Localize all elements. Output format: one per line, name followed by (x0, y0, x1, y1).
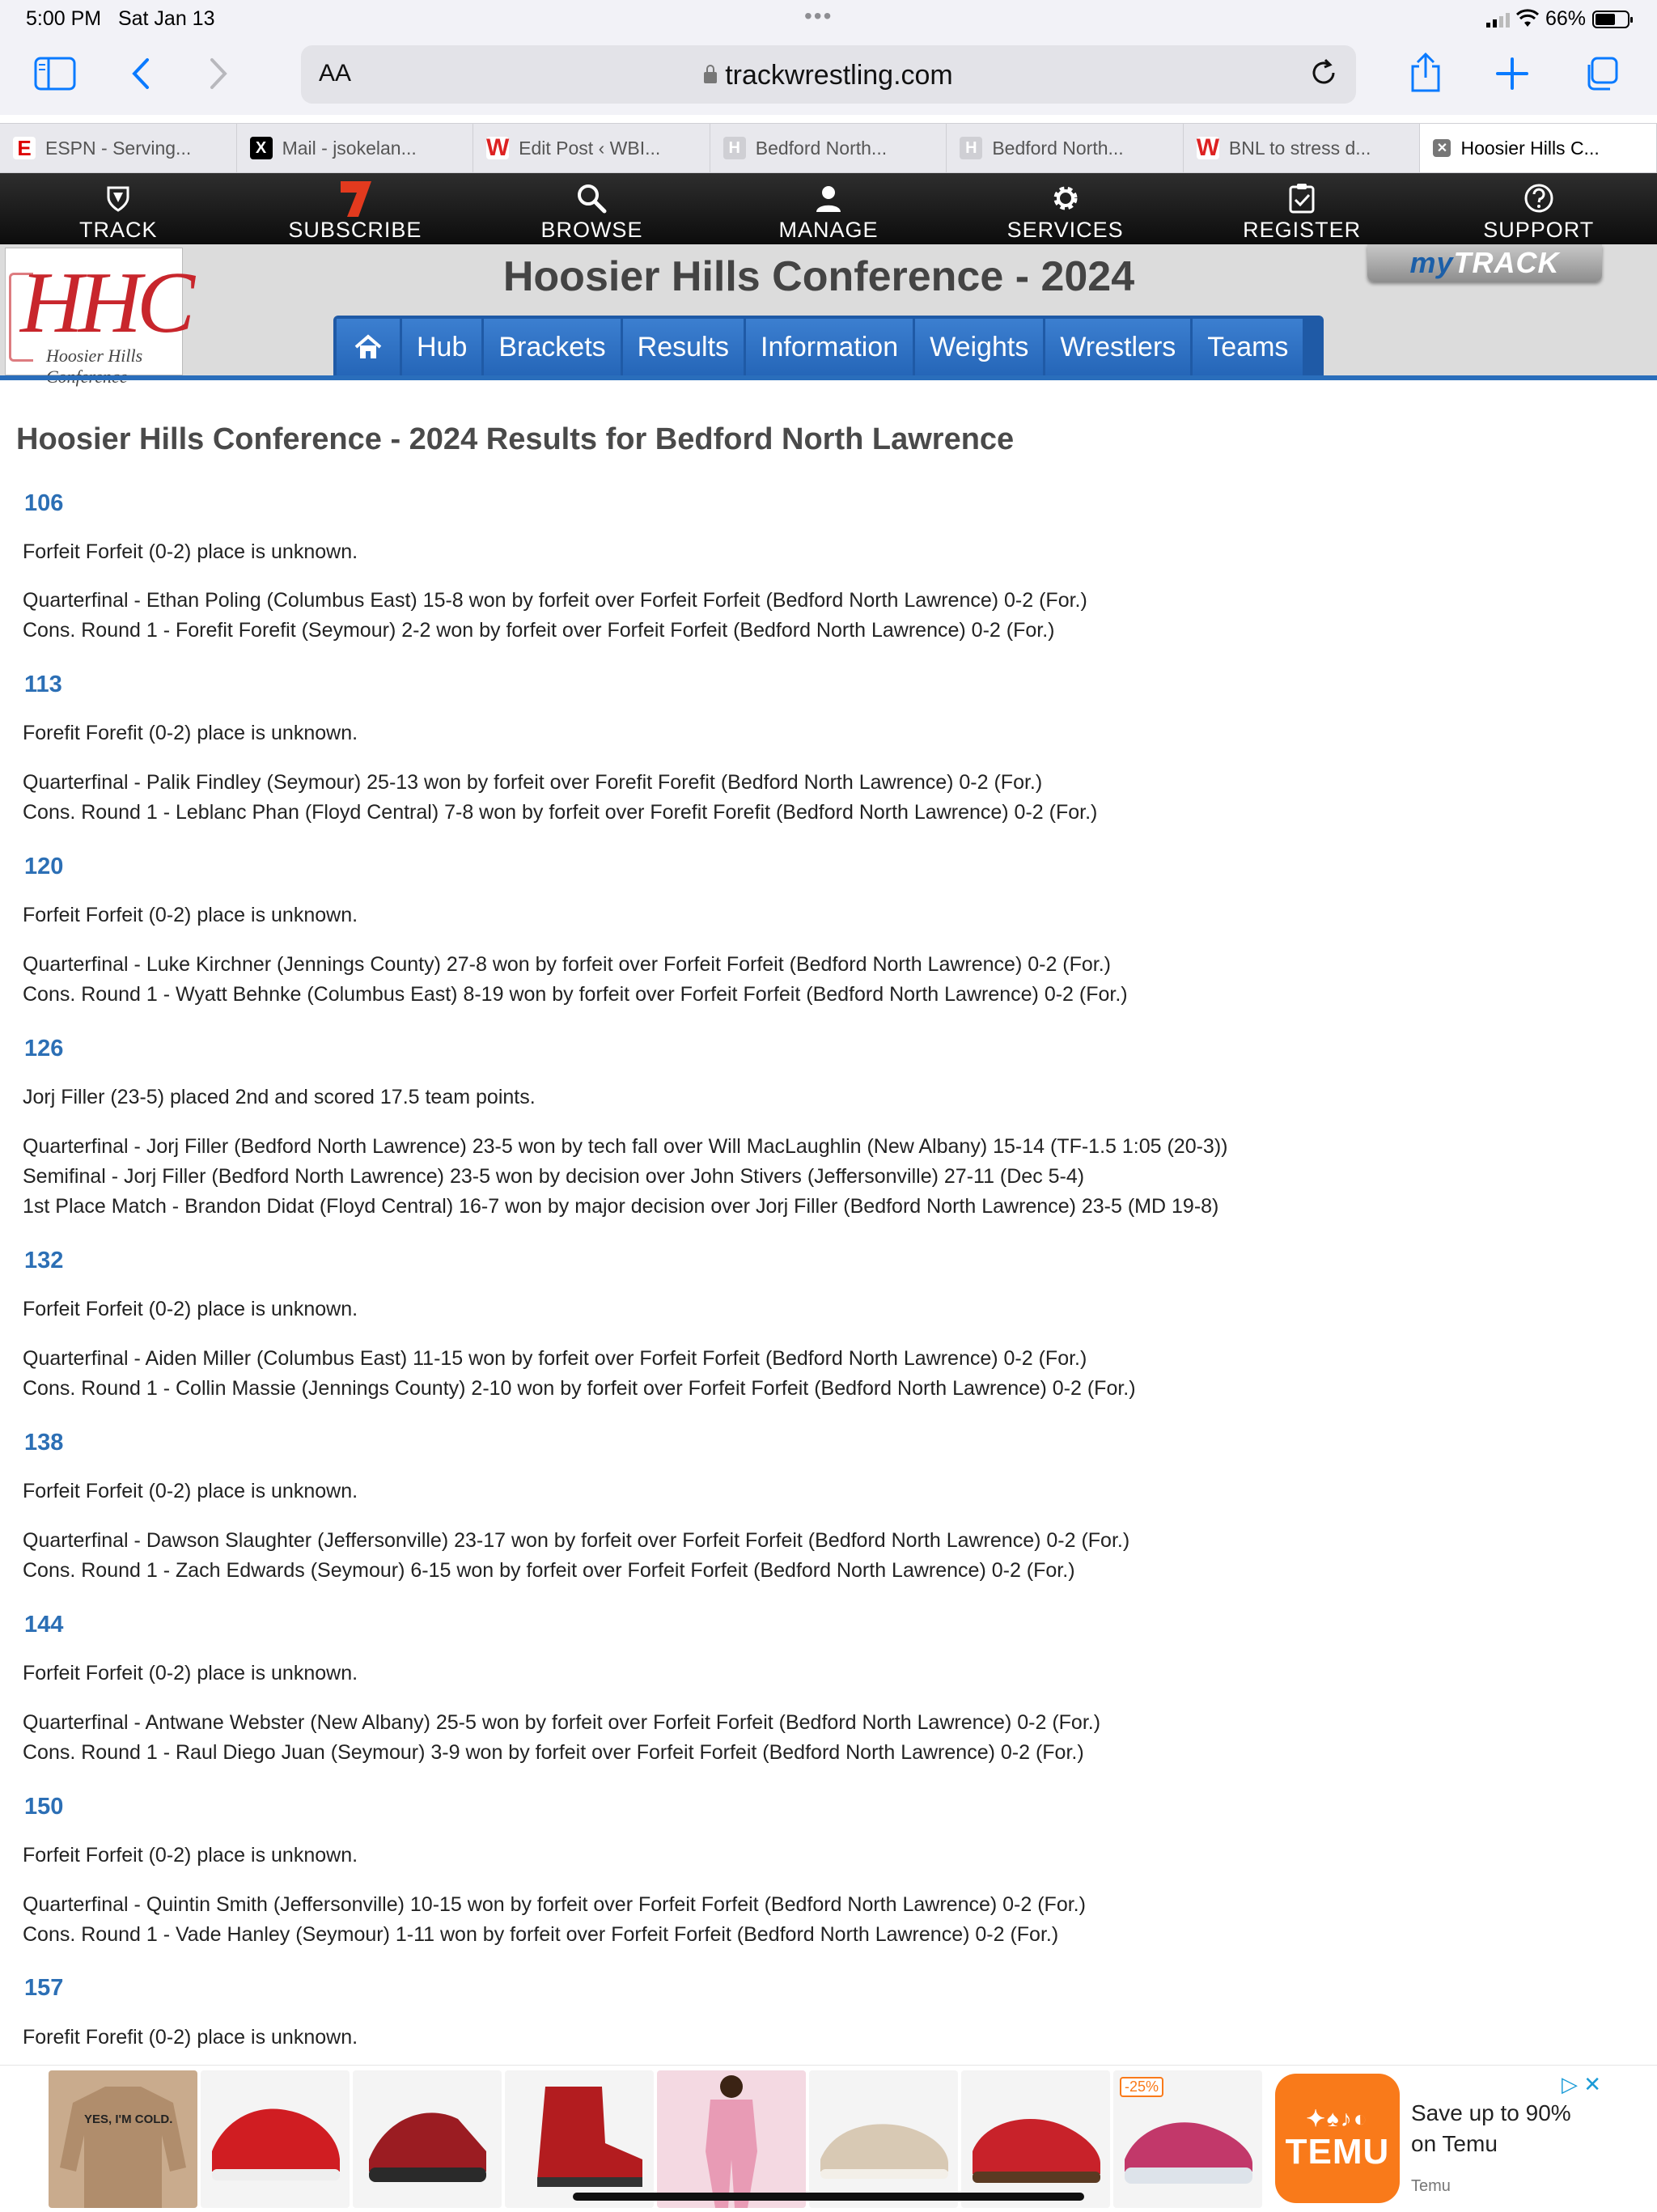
clipboard-check-icon (1288, 179, 1316, 218)
placement-summary: Forefit Forefit (0-2) place is unknown. (23, 722, 358, 744)
placement-summary: Forfeit Forfeit (0-2) place is unknown. (23, 1298, 358, 1320)
menu-wrestlers[interactable]: Wrestlers (1045, 319, 1190, 375)
tab-hoosier-hills[interactable]: ✕ Hoosier Hills C... (1420, 124, 1657, 172)
wifi-icon (1516, 11, 1539, 28)
placement-summary: Jorj Filler (23-5) placed 2nd and scored 17.5 team points. (23, 1086, 536, 1108)
match-result: Cons. Round 1 - Leblanc Phan (Floyd Central) 7-8 won by forfeit over Forefit Forefit (Bedford North Lawrence) 0-2 (For.) (23, 801, 1098, 824)
match-result: Quarterfinal - Antwane Webster (New Albany) 25-5 won by forfeit over Forfeit Forfeit (Bedford North Lawrence) 0-2 (For.) (23, 1711, 1101, 1734)
weight-class-link[interactable]: 106 (24, 490, 64, 516)
placement-summary: Forfeit Forfeit (0-2) place is unknown. (23, 904, 358, 926)
placement-summary: Forfeit Forfeit (0-2) place is unknown. (23, 540, 358, 563)
trackwrestling-nav (0, 173, 1657, 244)
user-icon (814, 179, 843, 218)
url-text[interactable]: trackwrestling.com (301, 60, 1356, 91)
placement-summary: Forfeit Forfeit (0-2) place is unknown. (23, 1844, 358, 1867)
back-icon[interactable] (129, 57, 150, 91)
menu-results[interactable]: Results (623, 319, 744, 375)
event-header (0, 244, 1657, 375)
w-favicon-icon: W (486, 134, 510, 161)
ad-choices-icon[interactable]: ▷ ✕ (1562, 2072, 1602, 2096)
match-result: Quarterfinal - Luke Kirchner (Jennings County) 27-8 won by forfeit over Forfeit Forfeit (Bedford North Lawrence) 0-2 (For.) (23, 953, 1112, 976)
browser-toolbar (0, 39, 1657, 115)
mytrack-button[interactable]: myTRACK (1367, 244, 1602, 282)
sidebar-icon[interactable] (34, 57, 76, 91)
tab-mail[interactable]: X Mail - jsokelan... (237, 124, 474, 172)
status-time: 5:00 PM Sat Jan 13 (26, 7, 215, 30)
new-tab-icon[interactable] (1495, 57, 1529, 91)
close-tab-icon[interactable]: ✕ (1433, 139, 1451, 157)
match-result: Cons. Round 1 - Raul Diego Juan (Seymour) 3-9 won by forfeit over Forfeit Forfeit (Bedford North Lawrence) 0-2 (For.) (23, 1741, 1084, 1764)
ad-product-sweatshirt[interactable]: YES, I'M COLD. (49, 2070, 197, 2208)
weight-class-link[interactable]: 157 (24, 1975, 64, 2001)
question-icon (1524, 179, 1554, 218)
hhc-logo[interactable]: HHC Hoosier Hills (5, 248, 183, 375)
nav-support[interactable]: SUPPORT (1420, 173, 1657, 244)
page-title: Hoosier Hills Conference - 2024 Results for Bedford North Lawrence (16, 422, 1015, 456)
temu-logo[interactable]: ✦♠♪◐ TEMU (1275, 2074, 1400, 2203)
match-result: Cons. Round 1 - Zach Edwards (Seymour) 6-15 won by forfeit over Forfeit Forfeit (Bedford North Lawrence) 0-2 (For.) (23, 1559, 1075, 1582)
weight-class-link[interactable]: 150 (24, 1794, 64, 1820)
placement-summary: Forfeit Forfeit (0-2) place is unknown. (23, 1662, 358, 1684)
seven-icon (337, 179, 373, 218)
reload-icon[interactable] (1307, 57, 1340, 93)
weight-class-link[interactable]: 113 (24, 672, 62, 697)
placement-summary: Forfeit Forfeit (0-2) place is unknown. (23, 1480, 358, 1502)
temu-ad-banner[interactable] (0, 2065, 1657, 2210)
match-result: Quarterfinal - Quintin Smith (Jeffersonville) 10-15 won by forfeit over Forfeit Forfeit (Bedford North Lawrence) 0-2 (For.) (23, 1893, 1086, 1916)
x-favicon-icon: X (250, 137, 273, 159)
match-result: Quarterfinal - Aiden Miller (Columbus East) 11-15 won by forfeit over Forfeit Forfeit (Bedford North Lawrence) 0-2 (For.) (23, 1347, 1087, 1370)
weight-class-link[interactable]: 132 (24, 1248, 64, 1273)
nav-subscribe[interactable]: SUBSCRIBE (237, 173, 474, 244)
status-right (1486, 7, 1629, 31)
ad-product-red-boot[interactable] (505, 2070, 654, 2208)
tab-bedford-2[interactable]: H Bedford North... (947, 124, 1184, 172)
nav-browse[interactable]: BROWSE (473, 173, 710, 244)
home-indicator[interactable] (573, 2193, 1084, 2201)
weight-class-link[interactable]: 126 (24, 1036, 64, 1062)
battery-percent: 66% (1545, 7, 1586, 30)
signal-icon (1486, 11, 1510, 28)
ad-headline[interactable]: Save up to 90% on Temu (1411, 2100, 1571, 2156)
h-favicon-icon: H (723, 137, 746, 159)
match-result: Cons. Round 1 - Wyatt Behnke (Columbus East) 8-19 won by forfeit over Forfeit Forfeit (Bedford North Lawrence) 0-2 (For.) (23, 983, 1128, 1006)
ad-product-beige-knit-shoe[interactable] (809, 2070, 958, 2208)
espn-favicon-icon: E (13, 137, 36, 159)
weight-class-link[interactable]: 120 (24, 854, 64, 879)
match-result: Cons. Round 1 - Collin Massie (Jennings County) 2-10 won by forfeit over Forfeit Forfeit (Bedford North Lawrence) 0-2 (For.) (23, 1377, 1136, 1400)
menu-brackets[interactable]: Brackets (484, 319, 620, 375)
discount-badge: -25% (1120, 2077, 1163, 2097)
ad-product-red-sandal[interactable] (353, 2070, 502, 2208)
tab-bnl[interactable]: W BNL to stress d... (1184, 124, 1421, 172)
ad-product-pink-sneaker[interactable] (1113, 2070, 1262, 2208)
w-favicon-icon: W (1196, 134, 1220, 161)
weight-class-link[interactable]: 144 (24, 1612, 64, 1638)
match-result: Cons. Round 1 - Vade Hanley (Seymour) 1-11 won by forfeit over Forfeit Forfeit (Bedford North Lawrence) 0-2 (For.) (23, 1923, 1059, 1946)
match-result: Quarterfinal - Palik Findley (Seymour) 25-13 won by forfeit over Forefit Forefit (Bedford North Lawrence) 0-2 (For.) (23, 771, 1043, 794)
status-bar (0, 0, 1657, 39)
nav-track[interactable]: TRACK (0, 173, 237, 244)
match-result: Quarterfinal - Dawson Slaughter (Jeffersonville) 23-17 won by forfeit over Forfeit Forfeit (Bedford North Lawrence) 0-2 (For.) (23, 1529, 1130, 1552)
event-title: Hoosier Hills Conference - 2024 (502, 253, 1135, 300)
battery-icon (1592, 11, 1629, 28)
nav-register[interactable]: REGISTER (1184, 173, 1421, 244)
h-favicon-icon: H (960, 137, 982, 159)
search-icon (576, 179, 607, 218)
tab-edit-post[interactable]: W Edit Post ‹ WBI... (473, 124, 710, 172)
forward-icon[interactable] (209, 57, 230, 91)
multitasking-dots-icon[interactable]: ••• (804, 3, 833, 28)
menu-weights[interactable]: Weights (915, 319, 1043, 375)
menu-teams[interactable]: Teams (1193, 319, 1303, 375)
home-icon[interactable] (337, 319, 400, 375)
event-menu (333, 316, 1324, 375)
tab-bedford-1[interactable]: H Bedford North... (710, 124, 947, 172)
placement-summary: Forefit Forefit (0-2) place is unknown. (23, 2026, 358, 2049)
menu-hub[interactable]: Hub (402, 319, 481, 375)
nav-services[interactable]: SERVICES (947, 173, 1184, 244)
temu-icons: ✦♠♪◐ (1306, 2105, 1369, 2131)
menu-information[interactable]: Information (746, 319, 913, 375)
tab-bar (0, 123, 1657, 173)
share-icon[interactable] (1408, 52, 1443, 94)
address-bar[interactable] (301, 45, 1356, 104)
match-result: Semifinal - Jorj Filler (Bedford North Lawrence) 23-5 won by decision over John Stivers (Jeffersonville) 27-11 (Dec 5-4) (23, 1165, 1085, 1188)
nav-manage[interactable]: MANAGE (710, 173, 947, 244)
lock-icon (704, 72, 717, 83)
ad-brand: Temu (1411, 2177, 1451, 2195)
match-result: Quarterfinal - Ethan Poling (Columbus East) 15-8 won by forfeit over Forfeit Forfeit (Bedford North Lawrence) 0-2 (For.) (23, 589, 1087, 612)
header-divider (0, 375, 1657, 380)
ad-product-pink-tracksuit[interactable] (657, 2070, 806, 2208)
shield-icon (106, 179, 130, 218)
weight-class-link[interactable]: 138 (24, 1430, 64, 1456)
match-result: Cons. Round 1 - Forefit Forefit (Seymour) 2-2 won by forfeit over Forfeit Forfeit (Bedford North Lawrence) 0-2 (For.) (23, 619, 1055, 642)
ad-product-red-slip-on[interactable] (201, 2070, 350, 2208)
tab-espn[interactable]: E ESPN - Serving... (0, 124, 237, 172)
tab-overview-icon[interactable] (1583, 55, 1620, 92)
ad-product-red-leather-shoe[interactable] (961, 2070, 1110, 2208)
match-result: 1st Place Match - Brandon Didat (Floyd Central) 16-7 won by major decision over Jorj Filler (Bedford North Lawrence) 23-5 (MD 19-8) (23, 1195, 1219, 1218)
gear-icon (1050, 179, 1081, 218)
match-result: Quarterfinal - Jorj Filler (Bedford North Lawrence) 23-5 won by tech fall over Will MacLaughlin (New Albany) 15-14 (TF-1.5 1:05 (20-3)) (23, 1135, 1228, 1158)
reader-aa-button[interactable]: AA (319, 60, 352, 87)
